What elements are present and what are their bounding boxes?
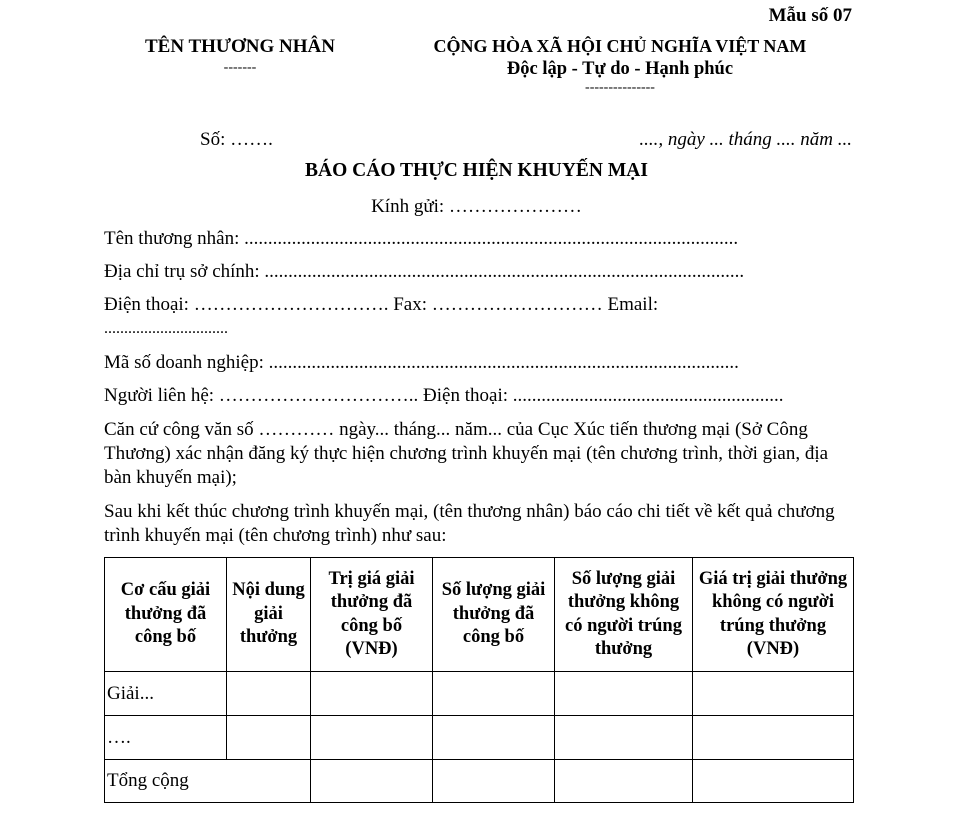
phone-fax-email-field: Điện thoại: …………………………. Fax: ……………………… Email: bbox=[104, 294, 659, 315]
national-header-rule: --------------- bbox=[585, 80, 655, 95]
merchant-header bbox=[105, 36, 375, 76]
contact-person-field: Người liên hệ: ………………………….. Điện thoại: ......................................................... bbox=[104, 385, 784, 406]
table-cell bbox=[693, 672, 854, 716]
table-cell bbox=[311, 672, 433, 716]
table-cell bbox=[693, 716, 854, 760]
merchant-header-rule: ------- bbox=[223, 60, 257, 75]
column-header: Trị giá giải thưởng đã công bố (VNĐ) bbox=[311, 558, 433, 672]
table-cell bbox=[311, 760, 433, 803]
table-cell bbox=[433, 760, 555, 803]
table-cell bbox=[555, 760, 693, 803]
report-title: BÁO CÁO THỰC HIỆN KHUYẾN MẠI bbox=[305, 160, 648, 181]
email-field-continuation: ............................... bbox=[104, 320, 228, 337]
document-date: ...., ngày ... tháng .... năm ... bbox=[639, 129, 852, 150]
table-cell bbox=[693, 760, 854, 803]
column-header: Số lượng giải thưởng không có người trúng thưởng bbox=[555, 558, 693, 672]
table-cell bbox=[433, 672, 555, 716]
table-cell bbox=[311, 716, 433, 760]
country-name: CỘNG HÒA XÃ HỘI CHỦ NGHĨA VIỆT NAM bbox=[433, 36, 807, 56]
merchant-name-header: TÊN THƯƠNG NHÂN bbox=[144, 36, 336, 57]
national-header bbox=[395, 36, 845, 96]
total-label: Tổng cộng bbox=[105, 760, 311, 803]
column-header: Cơ cấu giải thưởng đã công bố bbox=[105, 558, 227, 672]
tax-code-field: Mã số doanh nghiệp: ................................................................................................... bbox=[104, 352, 739, 373]
column-header: Giá trị giải thưởng không có người trúng thưởng (VNĐ) bbox=[693, 558, 854, 672]
results-table bbox=[104, 557, 854, 803]
total-row bbox=[105, 760, 854, 803]
national-motto: Độc lập - Tự do - Hạnh phúc bbox=[506, 59, 734, 79]
column-header: Số lượng giải thưởng đã công bố bbox=[433, 558, 555, 672]
address-field: Địa chỉ trụ sở chính: ..................................................................................................... bbox=[104, 261, 745, 282]
merchant-name-field: Tên thương nhân: ........................................................................................................ bbox=[104, 228, 739, 249]
addressee-line: Kính gửi: ………………… bbox=[371, 196, 582, 217]
table-cell bbox=[555, 672, 693, 716]
table-cell bbox=[227, 716, 311, 760]
table-cell bbox=[433, 716, 555, 760]
form-number: Mẫu số 07 bbox=[768, 5, 852, 26]
table-row bbox=[105, 716, 854, 760]
table-cell bbox=[555, 716, 693, 760]
table-cell bbox=[227, 672, 311, 716]
basis-paragraph: Căn cứ công văn số ………… ngày... tháng... năm... của Cục Xúc tiến thương mại (Sở Công Thương) xác nhận đăng ký thực hiện chương trình khuyến mại (tên chương trình, thời gian, địa bàn khuyến mại); bbox=[104, 419, 829, 488]
table-row bbox=[105, 672, 854, 716]
report-intro-paragraph: Sau khi kết thúc chương trình khuyến mại, (tên thương nhân) báo cáo chi tiết về kết quả chương trình khuyến mại (tên chương trình) như sau: bbox=[104, 501, 835, 546]
document-number: Số: ……. bbox=[200, 129, 273, 150]
table-header-row bbox=[105, 558, 854, 672]
column-header: Nội dung giải thưởng bbox=[227, 558, 311, 672]
table-cell: …. bbox=[105, 716, 227, 760]
table-cell: Giải... bbox=[105, 672, 227, 716]
